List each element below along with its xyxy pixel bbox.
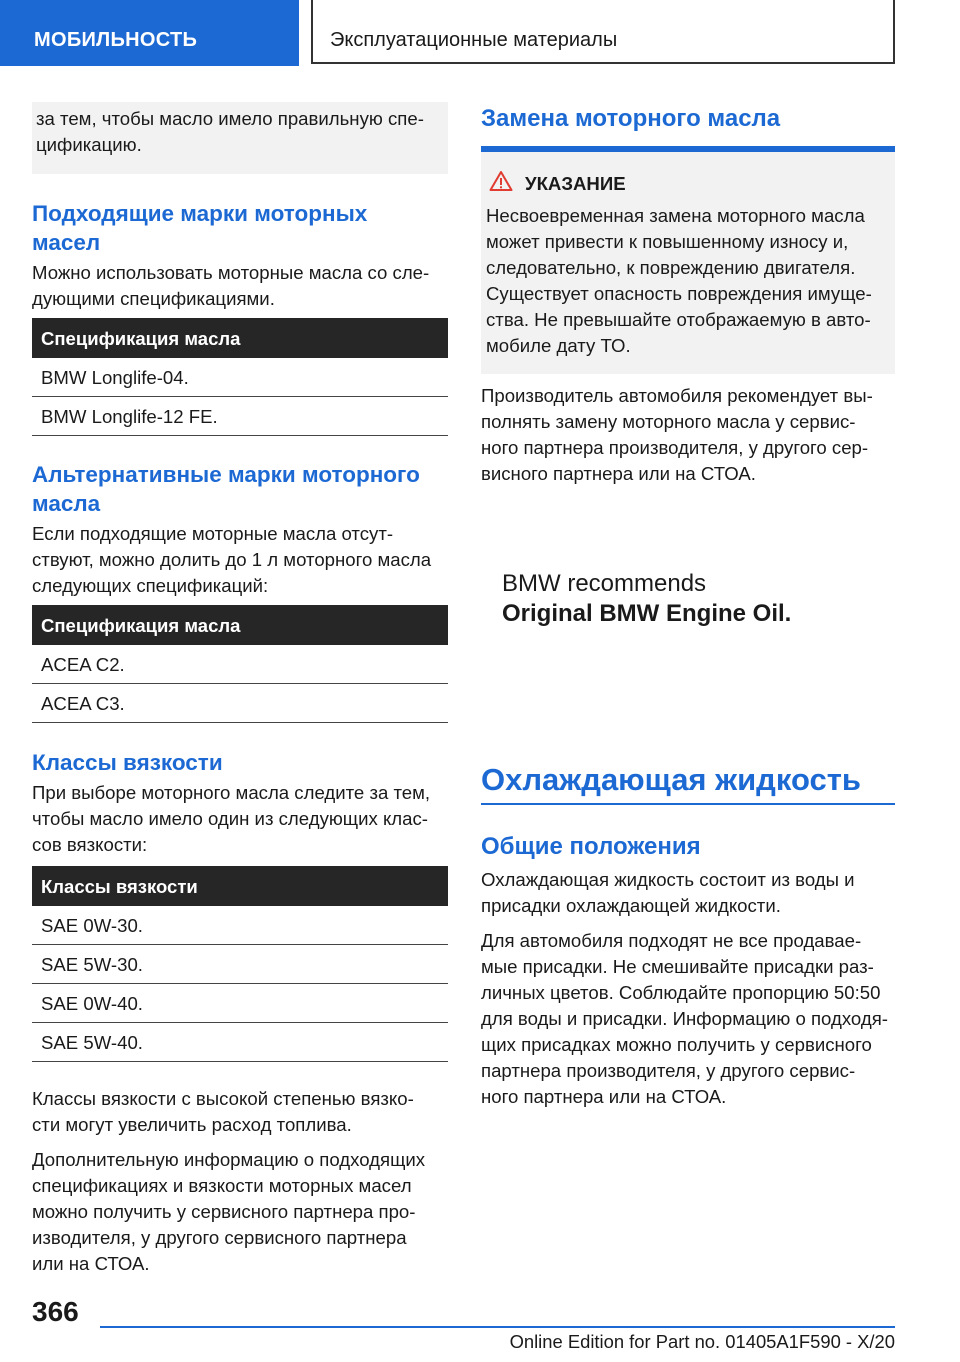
subsection-title: Эксплуатационные материалы <box>311 0 895 64</box>
paragraph-line: висного партнера или на СТОА. <box>481 463 756 484</box>
paragraph-line: Охлаждающая жидкость состоит из воды и <box>481 869 855 890</box>
warning-line: Несвоевременная замена моторного масла <box>486 205 865 226</box>
section-heading: масла <box>32 491 101 516</box>
suitable-oils-section <box>32 199 448 312</box>
intro-line: цификацию. <box>36 134 142 155</box>
section-heading: Альтернативные марки моторного <box>32 462 420 487</box>
viscosity-table <box>32 866 448 1062</box>
paragraph-line: сти могут увеличить расход топлива. <box>32 1114 352 1135</box>
paragraph-line: можно получить у сервисного партнера про- <box>32 1201 416 1222</box>
table-header: Классы вязкости <box>32 866 448 906</box>
paragraph-line: полнять замену моторного масла у сервис- <box>481 411 856 432</box>
section-heading: Классы вязкости <box>32 750 223 775</box>
page-number: 366 <box>32 1296 79 1327</box>
paragraph-line: чтобы масло имело один из следующих клас- <box>32 808 428 829</box>
intro-box <box>32 102 448 174</box>
table-row: SAE 5W-30. <box>32 945 448 984</box>
oil-change-section <box>481 104 895 133</box>
paragraph-line: Для автомобиля подходят не все продавае- <box>481 930 862 951</box>
table-row: ACEA C2. <box>32 645 448 684</box>
paragraph-line: личных цветов. Соблюдайте пропорцию 50:50 <box>481 982 881 1003</box>
chapter-rule <box>481 803 895 805</box>
paragraph-line: При выборе моторного масла следите за тем, <box>32 782 431 803</box>
warning-triangle-icon <box>489 170 513 197</box>
alternative-oils-section <box>32 460 448 599</box>
table-header: Спецификация масла <box>32 318 448 358</box>
warning-line: может привести к повышенному износу и, <box>486 231 849 252</box>
section-heading: масел <box>32 230 101 255</box>
paragraph-line: спецификациях и вязкости моторных масел <box>32 1175 412 1196</box>
table-row: BMW Longlife-04. <box>32 358 448 397</box>
warning-box <box>481 152 895 374</box>
paragraph-line: или на СТОА. <box>32 1253 150 1274</box>
paragraph-line: для воды и присадки. Информацию о подходя- <box>481 1008 888 1029</box>
intro-line: за тем, чтобы масло имело правильную спе- <box>36 108 424 129</box>
table-row: SAE 0W-40. <box>32 984 448 1023</box>
paragraph-line: дующими спецификациями. <box>32 288 275 309</box>
viscosity-note <box>32 1086 448 1277</box>
table-row: BMW Longlife-12 FE. <box>32 397 448 436</box>
paragraph-line: ного партнера производителя, у другого сер- <box>481 437 869 458</box>
warning-line: Существует опасность повреждения имуще- <box>486 283 872 304</box>
paragraph-line: Можно использовать моторные масла со сле- <box>32 262 430 283</box>
viscosity-section <box>32 748 448 858</box>
section-tab: МОБИЛЬНОСТЬ <box>0 0 299 66</box>
warning-line: мобиле дату ТО. <box>486 335 631 356</box>
paragraph-line: Дополнительную информацию о подходящих <box>32 1149 426 1170</box>
spec-table-2 <box>32 605 448 723</box>
oil-change-text <box>481 383 895 487</box>
paragraph-line: щих присадках можно получить у сервисного <box>481 1034 872 1055</box>
edition-footer: Online Edition for Part no. 01405A1F590 - X/20 <box>509 1331 895 1352</box>
ad-line-1: BMW recommends <box>502 570 707 597</box>
paragraph-line: Классы вязкости с высокой степенью вязко- <box>32 1088 414 1109</box>
paragraph-line: ствуют, можно долить до 1 л моторного масла <box>32 549 432 570</box>
paragraph-line: изводителя, у другого сервисного партнера <box>32 1227 407 1248</box>
chapter-heading: Охлаждающая жидкость <box>481 762 861 797</box>
paragraph-line: ного партнера или на СТОА. <box>481 1086 727 1107</box>
warning-line: следовательно, к повреждению двигателя. <box>486 257 856 278</box>
table-row: SAE 5W-40. <box>32 1023 448 1062</box>
paragraph-line: Если подходящие моторные масла отсут- <box>32 523 394 544</box>
coolant-section <box>481 762 895 798</box>
footer-rule <box>100 1326 895 1328</box>
paragraph-line: следующих спецификаций: <box>32 575 269 596</box>
paragraph-line: мые присадки. Не смешивайте присадки раз- <box>481 956 874 977</box>
table-row: ACEA C3. <box>32 684 448 723</box>
spec-table-1 <box>32 318 448 436</box>
section-heading: Замена моторного масла <box>481 105 781 132</box>
section-heading: Общие положения <box>481 833 701 860</box>
paragraph-line: присадки охлаждающей жидкости. <box>481 895 781 916</box>
warning-line: ства. Не превышайте отображаемую в авто- <box>486 309 871 330</box>
paragraph-line: партнера производителя, у другого сервис- <box>481 1060 856 1081</box>
coolant-general <box>481 832 895 1110</box>
section-heading: Подходящие марки моторных <box>32 201 368 226</box>
ad-line-2: Original BMW Engine Oil. <box>502 600 792 627</box>
table-header: Спецификация масла <box>32 605 448 645</box>
table-row: SAE 0W-30. <box>32 906 448 945</box>
warning-title: УКАЗАНИЕ <box>525 173 626 194</box>
paragraph-line: Производитель автомобиля рекомендует вы- <box>481 385 873 406</box>
paragraph-line: сов вязкости: <box>32 834 148 855</box>
